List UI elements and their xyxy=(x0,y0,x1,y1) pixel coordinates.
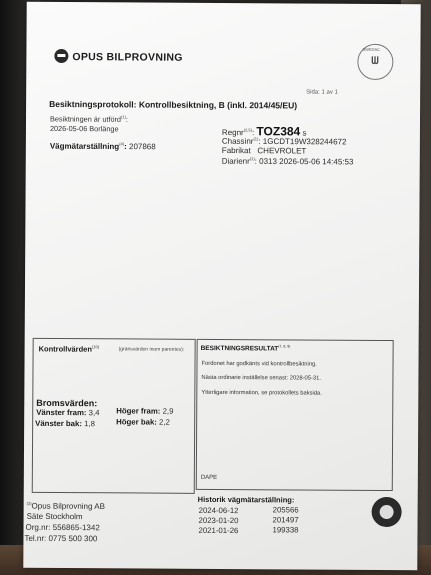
result-sup: (7, 8, 9) xyxy=(278,344,291,349)
seal-text: SWEDAC xyxy=(362,46,381,52)
right-rear-value: 2,2 xyxy=(159,417,170,427)
page-number xyxy=(306,90,338,96)
control-sup: (10) xyxy=(91,344,100,350)
right-rear-label: Höger bak: xyxy=(116,417,157,427)
result-line-2: Nästa ordinarie inställelse senast: 2028-05-31. xyxy=(201,374,322,382)
page-label: Sida: xyxy=(306,89,320,96)
control-title xyxy=(39,344,100,354)
performed-sup: (1) xyxy=(121,114,126,120)
protocol-title: Besiktningsprotokoll: Kontrollbesiktning, B (inkl. 2014/45/EU) xyxy=(49,98,298,111)
page-current: 1 xyxy=(321,89,325,96)
performed-colon: : xyxy=(125,114,128,124)
diary-label: Diarienr xyxy=(221,156,250,166)
make-value: CHEVROLET xyxy=(257,146,307,156)
make-label: Fabrikat xyxy=(221,145,251,156)
certification-seal-inner xyxy=(380,505,394,519)
performed-label xyxy=(50,114,128,124)
reg-label: Regnr xyxy=(221,127,244,138)
right-rear-line xyxy=(116,417,170,426)
left-rear-label: Vänster bak: xyxy=(35,418,82,429)
chassis-sup: (1) xyxy=(253,136,259,142)
reg-suffix: s xyxy=(302,128,307,138)
inspection-protocol-sheet xyxy=(23,2,420,570)
diary-value: 0313 2026-05-06 14:45:53 xyxy=(259,156,354,167)
left-front-label: Vänster fram: xyxy=(36,407,87,418)
right-front-label: Höger fram: xyxy=(116,406,161,416)
odometer-colon: : xyxy=(124,142,127,152)
chassis-label: Chassinr xyxy=(221,136,254,146)
page-total: 1 xyxy=(334,89,338,96)
odometer-line xyxy=(50,141,156,151)
odometer-sup: (4) xyxy=(119,141,125,147)
history-date-3: 2021-01-26 xyxy=(198,525,239,536)
result-title-text: BESIKTNINGSRESULTAT xyxy=(200,345,279,353)
odometer-value: 207868 xyxy=(128,142,156,152)
opus-logo-icon xyxy=(54,49,68,63)
company-sup: (3) xyxy=(26,500,32,506)
result-title xyxy=(201,344,291,353)
history-value-1: 205566 xyxy=(272,505,299,515)
history-value-3: 199338 xyxy=(272,525,299,535)
make-line xyxy=(222,146,307,156)
chassis-line xyxy=(222,136,347,146)
history-value-2: 201497 xyxy=(272,515,299,525)
page-of: av xyxy=(326,89,333,96)
history-date-2: 2023-01-20 xyxy=(198,515,239,526)
odometer-label: Vägmätarställning xyxy=(49,141,120,152)
brand-name: OPUS BILPROVNING xyxy=(72,51,183,64)
seal-crown-mark: ᗯ xyxy=(371,55,379,67)
history-title: Historik vägmätarställning: xyxy=(197,494,295,505)
performed-value: 2026-05-06 Borlänge xyxy=(49,123,119,134)
left-rear-line xyxy=(35,419,95,428)
control-title-text: Kontrollvärden xyxy=(38,344,92,354)
control-note: (gränsvärden inom parentes): xyxy=(118,346,185,353)
left-rear-value: 1,8 xyxy=(84,419,96,429)
right-front-value: 2,9 xyxy=(162,406,174,416)
performed-label-text: Besiktningen är utförd xyxy=(49,114,122,124)
reg-sup: (2,5) xyxy=(243,127,252,133)
company-org: Org.nr: 556865-1342 xyxy=(25,522,100,533)
result-line-3: Ytterligare information, se protokollets baksida. xyxy=(201,389,322,397)
company-name-line xyxy=(27,501,105,511)
company-tel: Tel.nr: 0775 500 300 xyxy=(24,533,98,544)
left-front-value: 3,4 xyxy=(88,408,100,418)
company-name: Opus Bilprovning AB xyxy=(31,501,105,511)
signature: DAPE xyxy=(200,474,218,481)
result-line-1: Fordonet har godkänts vid kontrollbesiktning. xyxy=(201,360,317,368)
reg-value: TOZ384 xyxy=(256,124,301,139)
left-front-line xyxy=(36,408,99,417)
diary-sup: (1) xyxy=(249,156,255,162)
chassis-value: 1GCDT19W328244672 xyxy=(262,136,347,147)
company-seat: Säte Stockholm xyxy=(26,511,83,522)
right-front-line xyxy=(116,406,173,415)
diary-colon: : xyxy=(254,156,257,166)
reg-colon: : xyxy=(251,128,255,138)
history-date-1: 2024-06-12 xyxy=(198,505,239,516)
chassis-colon: : xyxy=(258,136,261,146)
diary-line xyxy=(222,156,354,166)
brake-title: Bromsvärden: xyxy=(36,397,98,409)
